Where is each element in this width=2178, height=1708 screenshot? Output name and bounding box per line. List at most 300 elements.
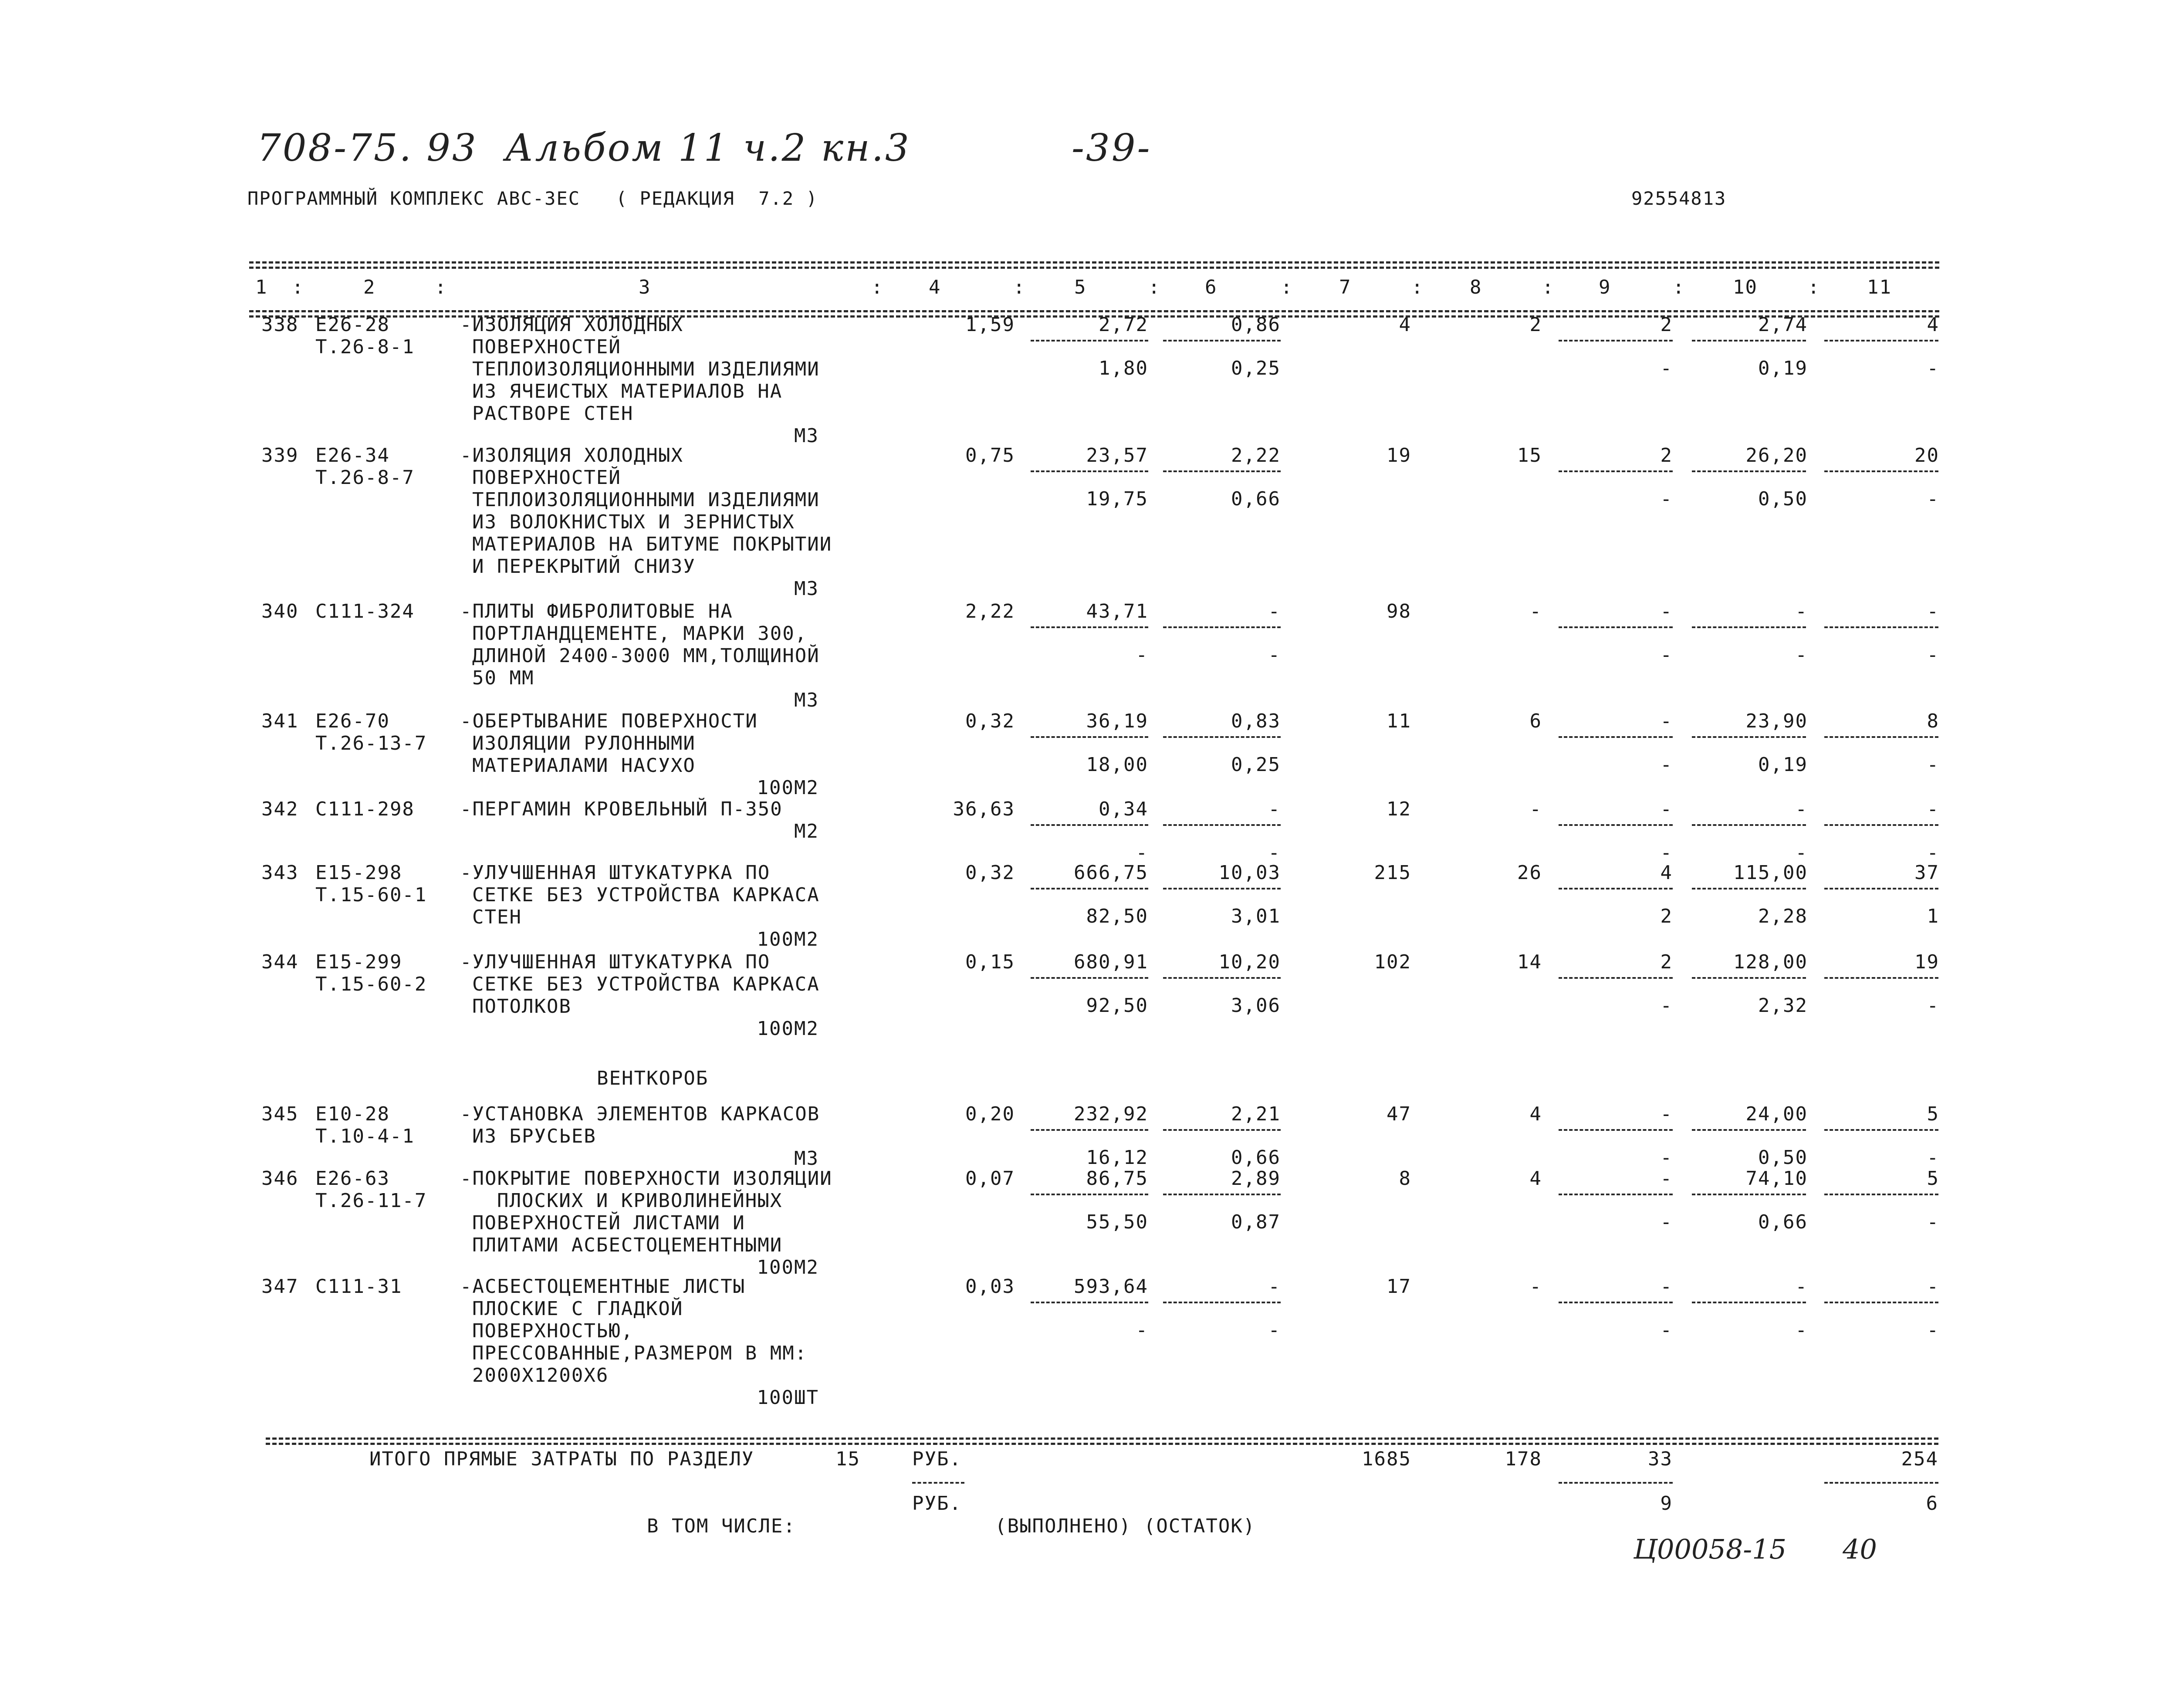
cell-c5b: 92,50 (1086, 994, 1148, 1017)
work-description-line: СЕТКЕ БЕЗ УСТРОЙСТВА КАРКАСА (472, 973, 820, 995)
cell-c5: 36,19 (1086, 710, 1148, 732)
work-description-line: ИЗ БРУСЬЕВ (472, 1125, 596, 1147)
cell-c6b: 3,06 (1231, 994, 1281, 1017)
cell-c10b: 0,66 (1758, 1211, 1808, 1233)
value-divider-c5 (1031, 1129, 1148, 1131)
cell-c5b: 82,50 (1086, 905, 1148, 927)
column-header-11: 11 (1867, 276, 1892, 298)
row-number: 341 (261, 710, 299, 732)
work-description-line: ТЕПЛОИЗОЛЯЦИОННЫМИ ИЗДЕЛИЯМИ (472, 358, 820, 380)
cell-c5b: 16,12 (1086, 1147, 1148, 1169)
cell-c4: 0,75 (965, 444, 1015, 467)
norm-code: С111-298 (315, 798, 415, 820)
totals-col9-done: 9 (1660, 1492, 1673, 1515)
cell-c6b: 3,01 (1231, 905, 1281, 927)
cell-c10b: 0,50 (1758, 1147, 1808, 1169)
totals-currency: РУБ. (912, 1448, 962, 1470)
column-header-2: 2 (363, 276, 376, 298)
work-description-line: -УЛУЧШЕННАЯ ШТУКАТУРКА ПО (460, 862, 771, 884)
cell-c4: 0,32 (965, 862, 1015, 884)
cell-c9b: - (1660, 357, 1673, 379)
row-number: 339 (261, 444, 299, 467)
norm-reference: Т.15-60-1 (315, 884, 427, 906)
value-divider-c10 (1692, 888, 1806, 890)
column-separator: : (871, 276, 884, 298)
cell-c9b: - (1660, 1319, 1673, 1341)
cell-c11b: - (1927, 488, 1939, 510)
cell-c10: - (1795, 600, 1808, 622)
value-divider-c9 (1559, 340, 1673, 342)
column-header-3: 3 (639, 276, 651, 298)
cell-c5: 23,57 (1086, 444, 1148, 467)
cell-c11b: - (1927, 842, 1939, 864)
norm-code: Е10-28 (315, 1103, 390, 1125)
work-description-line: ПОВЕРХНОСТЕЙ ЛИСТАМИ И (472, 1212, 745, 1234)
unit-of-measure: М3 (794, 578, 819, 600)
column-header-1: 1 (255, 276, 268, 298)
value-divider-c9 (1559, 824, 1673, 826)
cell-c8: 26 (1517, 862, 1542, 884)
cell-c5: 232,92 (1074, 1103, 1148, 1125)
norm-code: Е15-299 (315, 951, 402, 973)
cell-c9: 4 (1660, 862, 1673, 884)
work-description-line: -ПОКРЫТИЕ ПОВЕРХНОСТИ ИЗОЛЯЦИИ (460, 1167, 832, 1190)
cell-c11: - (1927, 600, 1939, 622)
cell-c6: 0,86 (1231, 314, 1281, 336)
value-divider-c6 (1163, 888, 1281, 890)
cell-c6b: 0,25 (1231, 357, 1281, 379)
value-divider-c6 (1163, 1302, 1281, 1303)
cell-c9: - (1660, 1275, 1673, 1298)
value-divider-c10 (1692, 1194, 1806, 1195)
column-separator: : (1808, 276, 1820, 298)
cell-c7: 215 (1374, 862, 1411, 884)
cell-c10b: 2,32 (1758, 994, 1808, 1017)
cell-c10b: - (1795, 644, 1808, 666)
cell-c5b: - (1136, 644, 1148, 666)
table-top-rule (249, 261, 1939, 264)
cell-c5b: 18,00 (1086, 754, 1148, 776)
cell-c10: - (1795, 798, 1808, 820)
cell-c9: - (1660, 600, 1673, 622)
work-description-line: ПОРТЛАНДЦЕМЕНТЕ, МАРКИ 300, (472, 622, 808, 645)
work-description-line: -АСБЕСТОЦЕМЕНТНЫЕ ЛИСТЫ (460, 1275, 746, 1298)
header-bottom-rule (249, 310, 1939, 312)
cell-c7: 4 (1399, 314, 1411, 336)
column-header-6: 6 (1205, 276, 1218, 298)
cell-c7: 98 (1387, 600, 1411, 622)
cell-c9b: - (1660, 842, 1673, 864)
cell-c7: 11 (1387, 710, 1411, 732)
value-divider-c6 (1163, 1129, 1281, 1131)
work-description-line: -УСТАНОВКА ЭЛЕМЕНТОВ КАРКАСОВ (460, 1103, 820, 1125)
value-divider-c10 (1692, 340, 1806, 342)
cell-c8: 4 (1529, 1167, 1542, 1190)
work-description-line: РАСТВОРЕ СТЕН (472, 402, 634, 425)
value-divider-c11 (1824, 470, 1938, 472)
cell-c11b: - (1927, 644, 1939, 666)
value-divider-c5 (1031, 888, 1148, 890)
value-divider-c5 (1031, 736, 1148, 738)
handwritten-footer-page: 40 (1843, 1533, 1877, 1565)
cell-c6b: 0,25 (1231, 754, 1281, 776)
value-divider-c9 (1559, 1129, 1673, 1131)
cell-c5b: 55,50 (1086, 1211, 1148, 1233)
column-header-5: 5 (1074, 276, 1087, 298)
cell-c6b: - (1268, 1319, 1281, 1341)
cell-c6b: 0,87 (1231, 1211, 1281, 1233)
row-number: 343 (261, 862, 299, 884)
value-divider-c9 (1559, 977, 1673, 979)
cell-c6b: 0,66 (1231, 488, 1281, 510)
program-line: ПРОГРАММНЫЙ КОМПЛЕКС АВС-3ЕС ( РЕДАКЦИЯ 7.2 ) (247, 188, 818, 209)
value-divider-c11 (1824, 977, 1938, 979)
done-rest-label: (ВЫПОЛНЕНО) (ОСТАТОК) (995, 1515, 1256, 1537)
cell-c9: - (1660, 1167, 1673, 1190)
totals-top-rule (266, 1437, 1938, 1440)
cell-c11: 19 (1914, 951, 1939, 973)
work-description-line: -ПЕРГАМИН КРОВЕЛЬНЫЙ П-350 (460, 798, 783, 820)
cell-c11: - (1927, 798, 1939, 820)
value-divider-c5 (1031, 1302, 1148, 1303)
cell-c10b: - (1795, 1319, 1808, 1341)
value-divider-c5 (1031, 1194, 1148, 1195)
work-description-line: ТЕПЛОИЗОЛЯЦИОННЫМИ ИЗДЕЛИЯМИ (472, 489, 820, 511)
totals-col11-done: 6 (1926, 1492, 1938, 1515)
norm-code: Е26-70 (315, 710, 390, 732)
cell-c9b: - (1660, 488, 1673, 510)
row-number: 344 (261, 951, 299, 973)
cell-c11b: - (1927, 754, 1939, 776)
cell-c10b: - (1795, 842, 1808, 864)
norm-code: Е26-28 (315, 314, 390, 336)
work-description-line: -УЛУЧШЕННАЯ ШТУКАТУРКА ПО (460, 951, 771, 973)
cell-c6: - (1268, 798, 1281, 820)
value-divider-c6 (1163, 1194, 1281, 1195)
cell-c9b: - (1660, 994, 1673, 1017)
work-description-line: ПЛОСКИЕ С ГЛАДКОЙ (472, 1298, 683, 1320)
cell-c8: 6 (1529, 710, 1542, 732)
cell-c6: 10,20 (1218, 951, 1281, 973)
cell-c10b: 0,50 (1758, 488, 1808, 510)
cell-c6: 0,83 (1231, 710, 1281, 732)
cell-c8: 14 (1517, 951, 1542, 973)
work-description-line: СЕТКЕ БЕЗ УСТРОЙСТВА КАРКАСА (472, 884, 820, 906)
norm-code: Е15-298 (315, 862, 402, 884)
cell-c10: 24,00 (1745, 1103, 1808, 1125)
cell-c9b: - (1660, 1211, 1673, 1233)
work-description-line: -ИЗОЛЯЦИЯ ХОЛОДНЫХ (460, 314, 683, 336)
totals-currency-rule (912, 1482, 964, 1484)
cell-c9: - (1660, 710, 1673, 732)
value-divider-c6 (1163, 736, 1281, 738)
value-divider-c5 (1031, 340, 1148, 342)
cell-c6: - (1268, 1275, 1281, 1298)
totals-top-rule-2 (266, 1443, 1938, 1445)
cell-c11: - (1927, 1275, 1939, 1298)
work-description-line: ПРЕССОВАННЫЕ,РАЗМЕРОМ В ММ: (472, 1342, 808, 1364)
cell-c5: 43,71 (1086, 600, 1148, 622)
value-divider-c10 (1692, 470, 1806, 472)
norm-code: Е26-34 (315, 444, 390, 467)
cell-c4: 0,07 (965, 1167, 1015, 1190)
norm-reference: Т.10-4-1 (315, 1125, 415, 1147)
cell-c11: 37 (1914, 862, 1939, 884)
column-header-7: 7 (1339, 276, 1352, 298)
column-separator: : (292, 276, 304, 298)
cell-c5: 593,64 (1074, 1275, 1148, 1298)
cell-c9: - (1660, 1103, 1673, 1125)
cell-c4: 0,32 (965, 710, 1015, 732)
cell-c7: 12 (1387, 798, 1411, 820)
cell-c5: 86,75 (1086, 1167, 1148, 1190)
cell-c10: 2,74 (1758, 314, 1808, 336)
cell-c5: 666,75 (1074, 862, 1148, 884)
work-description-line: ПОВЕРХНОСТЬЮ, (472, 1320, 634, 1342)
norm-code: С111-31 (315, 1275, 402, 1298)
unit-of-measure: М3 (794, 689, 819, 711)
cell-c10: 115,00 (1733, 862, 1808, 884)
unit-of-measure: М3 (794, 1147, 819, 1170)
cell-c9: - (1660, 798, 1673, 820)
cell-c6: 2,21 (1231, 1103, 1281, 1125)
norm-reference: Т.26-11-7 (315, 1190, 427, 1212)
cell-c9b: - (1660, 754, 1673, 776)
value-divider-c10 (1692, 1302, 1806, 1303)
document-code: 92554813 (1631, 188, 1727, 209)
cell-c11: 20 (1914, 444, 1939, 467)
work-description-line: ПЛОСКИХ И КРИВОЛИНЕЙНЫХ (472, 1190, 783, 1212)
norm-code: Е26-63 (315, 1167, 390, 1190)
column-separator: : (1281, 276, 1293, 298)
work-description-line: И ПЕРЕКРЫТИЙ СНИЗУ (472, 555, 696, 578)
cell-c10: 74,10 (1745, 1167, 1808, 1190)
page-number: -39- (1072, 126, 1152, 170)
unit-of-measure: 100М2 (757, 1256, 819, 1278)
cell-c4: 2,22 (965, 600, 1015, 622)
cell-c4: 1,59 (965, 314, 1015, 336)
cell-c8: 2 (1529, 314, 1542, 336)
unit-of-measure: 100М2 (757, 928, 819, 950)
value-divider-c9 (1559, 736, 1673, 738)
cell-c10: 128,00 (1733, 951, 1808, 973)
value-divider-c11 (1824, 1194, 1938, 1195)
totals-col11-rule (1824, 1482, 1938, 1484)
cell-c8: 4 (1529, 1103, 1542, 1125)
section-heading: ВЕНТКОРОБ (597, 1067, 709, 1089)
cell-c9b: - (1660, 644, 1673, 666)
norm-reference: Т.26-13-7 (315, 732, 427, 754)
cell-c8: - (1529, 798, 1542, 820)
cell-c9: 2 (1660, 444, 1673, 467)
album-title: 708-75. 93 Альбом 11 ч.2 кн.3 (257, 126, 911, 170)
work-description-line: ПОВЕРХНОСТЕЙ (472, 467, 621, 489)
totals-section-number: 15 (835, 1448, 860, 1470)
totals-col7: 1685 (1362, 1448, 1411, 1470)
work-description-line: -ИЗОЛЯЦИЯ ХОЛОДНЫХ (460, 444, 683, 467)
cell-c8: - (1529, 600, 1542, 622)
value-divider-c6 (1163, 340, 1281, 342)
cell-c9b: - (1660, 1147, 1673, 1169)
totals-col8: 178 (1505, 1448, 1542, 1470)
cell-c6: 10,03 (1218, 862, 1281, 884)
value-divider-c11 (1824, 888, 1938, 890)
cell-c6b: - (1268, 644, 1281, 666)
cell-c10b: 2,28 (1758, 905, 1808, 927)
cell-c10: 26,20 (1745, 444, 1808, 467)
cell-c11b: - (1927, 357, 1939, 379)
value-divider-c11 (1824, 340, 1938, 342)
column-header-10: 10 (1733, 276, 1758, 298)
cell-c8: - (1529, 1275, 1542, 1298)
cell-c9: 2 (1660, 951, 1673, 973)
row-number: 347 (261, 1275, 299, 1298)
value-divider-c11 (1824, 1302, 1938, 1303)
norm-reference: Т.26-8-7 (315, 467, 415, 489)
value-divider-c11 (1824, 626, 1938, 628)
cell-c8: 15 (1517, 444, 1542, 467)
cell-c6: - (1268, 600, 1281, 622)
work-description-line: ПОТОЛКОВ (472, 995, 572, 1018)
value-divider-c9 (1559, 1194, 1673, 1195)
cell-c7: 102 (1374, 951, 1411, 973)
work-description-line: 50 ММ (472, 667, 534, 689)
value-divider-c5 (1031, 824, 1148, 826)
column-separator: : (1411, 276, 1424, 298)
cell-c7: 19 (1387, 444, 1411, 467)
value-divider-c6 (1163, 977, 1281, 979)
cell-c4: 0,15 (965, 951, 1015, 973)
totals-col11: 254 (1901, 1448, 1938, 1470)
unit-of-measure: М3 (794, 425, 819, 447)
cell-c11: 4 (1927, 314, 1939, 336)
work-description-line: -ОБЕРТЫВАНИЕ ПОВЕРХНОСТИ (460, 710, 758, 732)
value-divider-c5 (1031, 977, 1148, 979)
unit-of-measure: М2 (794, 820, 819, 842)
cell-c11b: - (1927, 1211, 1939, 1233)
norm-reference: Т.26-8-1 (315, 336, 415, 358)
cell-c5b: 1,80 (1099, 357, 1148, 379)
cell-c11b: - (1927, 994, 1939, 1017)
cell-c7: 17 (1387, 1275, 1411, 1298)
unit-of-measure: 100М2 (757, 1018, 819, 1040)
cell-c10: 23,90 (1745, 710, 1808, 732)
cell-c6: 2,89 (1231, 1167, 1281, 1190)
norm-code: С111-324 (315, 600, 415, 622)
value-divider-c6 (1163, 626, 1281, 628)
column-separator: : (435, 276, 447, 298)
value-divider-c10 (1692, 824, 1806, 826)
cell-c5: 2,72 (1099, 314, 1148, 336)
work-description-line: МАТЕРИАЛАМИ НАСУХО (472, 754, 696, 777)
unit-of-measure: 100М2 (757, 777, 819, 799)
cell-c10b: 0,19 (1758, 754, 1808, 776)
work-description-line: ПОВЕРХНОСТЕЙ (472, 336, 621, 358)
totals-col9: 33 (1648, 1448, 1673, 1470)
totals-label: ИТОГО ПРЯМЫЕ ЗАТРАТЫ ПО РАЗДЕЛУ (369, 1448, 754, 1470)
cell-c11b: - (1927, 1147, 1939, 1169)
work-description-line: -ПЛИТЫ ФИБРОЛИТОВЫЕ НА (460, 600, 733, 622)
value-divider-c6 (1163, 824, 1281, 826)
cell-c10b: 0,19 (1758, 357, 1808, 379)
cell-c5b: - (1136, 1319, 1148, 1341)
norm-reference: Т.15-60-2 (315, 973, 427, 995)
totals-currency-2: РУБ. (912, 1492, 962, 1515)
value-divider-c9 (1559, 626, 1673, 628)
unit-of-measure: 100ШТ (757, 1387, 819, 1409)
cell-c7: 47 (1387, 1103, 1411, 1125)
work-description-line: ПЛИТАМИ АСБЕСТОЦЕМЕНТНЫМИ (472, 1234, 783, 1256)
value-divider-c6 (1163, 470, 1281, 472)
cell-c11b: - (1927, 1319, 1939, 1341)
including-label: В ТОМ ЧИСЛЕ: (647, 1515, 796, 1537)
cell-c11: 5 (1927, 1103, 1939, 1125)
value-divider-c10 (1692, 626, 1806, 628)
cell-c7: 8 (1399, 1167, 1411, 1190)
cell-c5: 0,34 (1099, 798, 1148, 820)
work-description-line: МАТЕРИАЛОВ НА БИТУМЕ ПОКРЫТИИ (472, 533, 832, 555)
cell-c9: 2 (1660, 314, 1673, 336)
cell-c5: 680,91 (1074, 951, 1148, 973)
table-top-rule-2 (249, 267, 1939, 269)
value-divider-c10 (1692, 1129, 1806, 1131)
row-number: 342 (261, 798, 299, 820)
cell-c11: 8 (1927, 710, 1939, 732)
work-description-line: СТЕН (472, 906, 522, 928)
row-number: 346 (261, 1167, 299, 1190)
column-header-4: 4 (929, 276, 941, 298)
value-divider-c5 (1031, 626, 1148, 628)
column-header-8: 8 (1470, 276, 1482, 298)
value-divider-c11 (1824, 824, 1938, 826)
work-description-line: 2000Х1200Х6 (472, 1364, 609, 1387)
row-number: 345 (261, 1103, 299, 1125)
cell-c6b: 0,66 (1231, 1147, 1281, 1169)
value-divider-c5 (1031, 470, 1148, 472)
column-separator: : (1148, 276, 1161, 298)
cell-c4: 36,63 (953, 798, 1015, 820)
column-separator: : (1542, 276, 1555, 298)
cell-c10: - (1795, 1275, 1808, 1298)
work-description-line: ИЗ ВОЛОКНИСТЫХ И ЗЕРНИСТЫХ (472, 511, 795, 533)
column-separator: : (1673, 276, 1685, 298)
column-separator: : (1013, 276, 1026, 298)
work-description-line: ДЛИНОЙ 2400-3000 ММ,ТОЛЩИНОЙ (472, 645, 820, 667)
cell-c9b: 2 (1660, 905, 1673, 927)
work-description-line: ИЗ ЯЧЕИСТЫХ МАТЕРИАЛОВ НА (472, 380, 783, 402)
cell-c6b: - (1268, 842, 1281, 864)
value-divider-c9 (1559, 888, 1673, 890)
cell-c6: 2,22 (1231, 444, 1281, 467)
value-divider-c11 (1824, 1129, 1938, 1131)
cell-c5b: 19,75 (1086, 488, 1148, 510)
value-divider-c10 (1692, 736, 1806, 738)
value-divider-c10 (1692, 977, 1806, 979)
value-divider-c11 (1824, 736, 1938, 738)
totals-col9-rule (1559, 1482, 1673, 1484)
column-header-9: 9 (1599, 276, 1611, 298)
cell-c4: 0,20 (965, 1103, 1015, 1125)
cell-c11b: 1 (1927, 905, 1939, 927)
row-number: 338 (261, 314, 299, 336)
row-number: 340 (261, 600, 299, 622)
value-divider-c9 (1559, 470, 1673, 472)
handwritten-footer-code: Ц00058-15 (1634, 1533, 1787, 1565)
cell-c11: 5 (1927, 1167, 1939, 1190)
value-divider-c9 (1559, 1302, 1673, 1303)
cell-c5b: - (1136, 842, 1148, 864)
cell-c4: 0,03 (965, 1275, 1015, 1298)
